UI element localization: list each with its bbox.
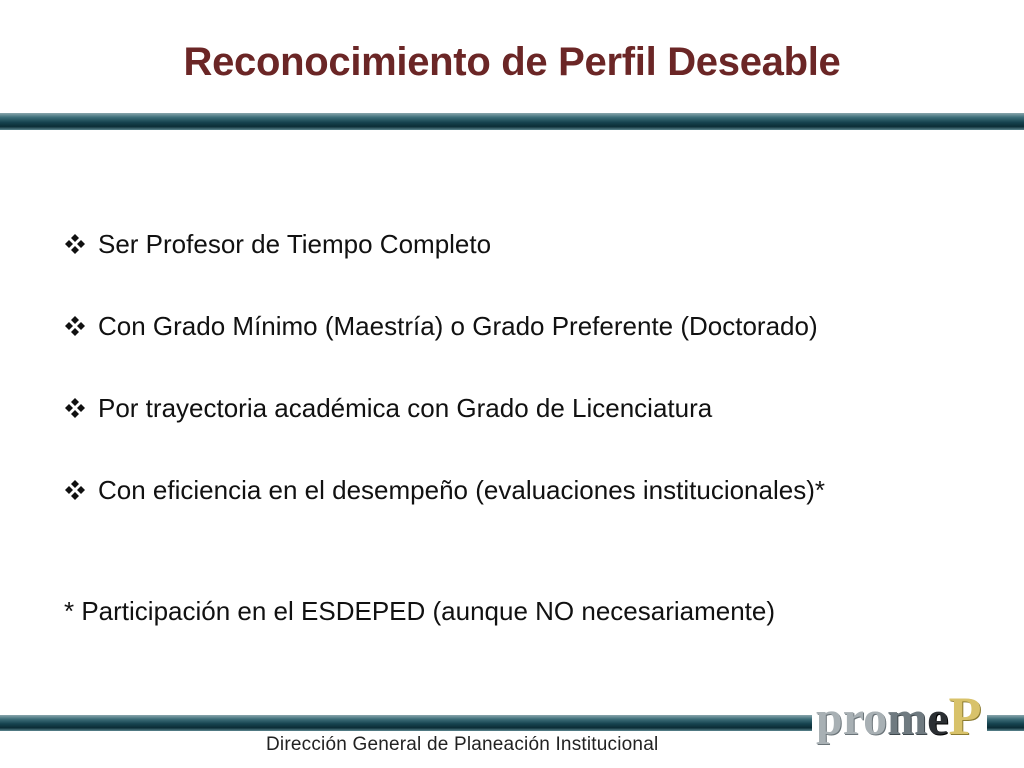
- promep-logo: [812, 688, 987, 744]
- bullet-item-4: [64, 472, 825, 508]
- four-diamond-bullet-icon: [64, 479, 86, 501]
- logo-part: P: [948, 686, 982, 746]
- four-diamond-bullet-icon: [64, 397, 86, 419]
- bullet-item-2: [64, 308, 825, 344]
- footnote: * Participación en el ESDEPED (aunque NO necesariamente): [64, 596, 776, 626]
- top-divider-bar: [0, 113, 1024, 130]
- bullet-text: Por trayectoria académica con Grado de Licenciatura: [98, 392, 713, 423]
- four-diamond-bullet-icon: [64, 315, 86, 337]
- four-diamond-bullet-icon: [64, 233, 86, 255]
- logo-part: m: [887, 692, 928, 745]
- bullet-text: Con Grado Mínimo (Maestría) o Grado Preferente (Doctorado): [98, 310, 818, 341]
- bullet-list: [64, 226, 825, 554]
- bullet-text: Ser Profesor de Tiempo Completo: [98, 228, 492, 259]
- slide-title: Reconocimiento de Perfil Deseable: [183, 40, 841, 84]
- logo-part: pro: [816, 692, 888, 745]
- organization-name: Dirección General de Planeación Institucional: [266, 734, 659, 755]
- logo-part: e: [927, 692, 949, 745]
- bullet-item-3: [64, 390, 825, 426]
- bullet-item-1: [64, 226, 825, 262]
- bullet-text: Con eficiencia en el desempeño (evaluaciones institucionales)*: [98, 474, 825, 505]
